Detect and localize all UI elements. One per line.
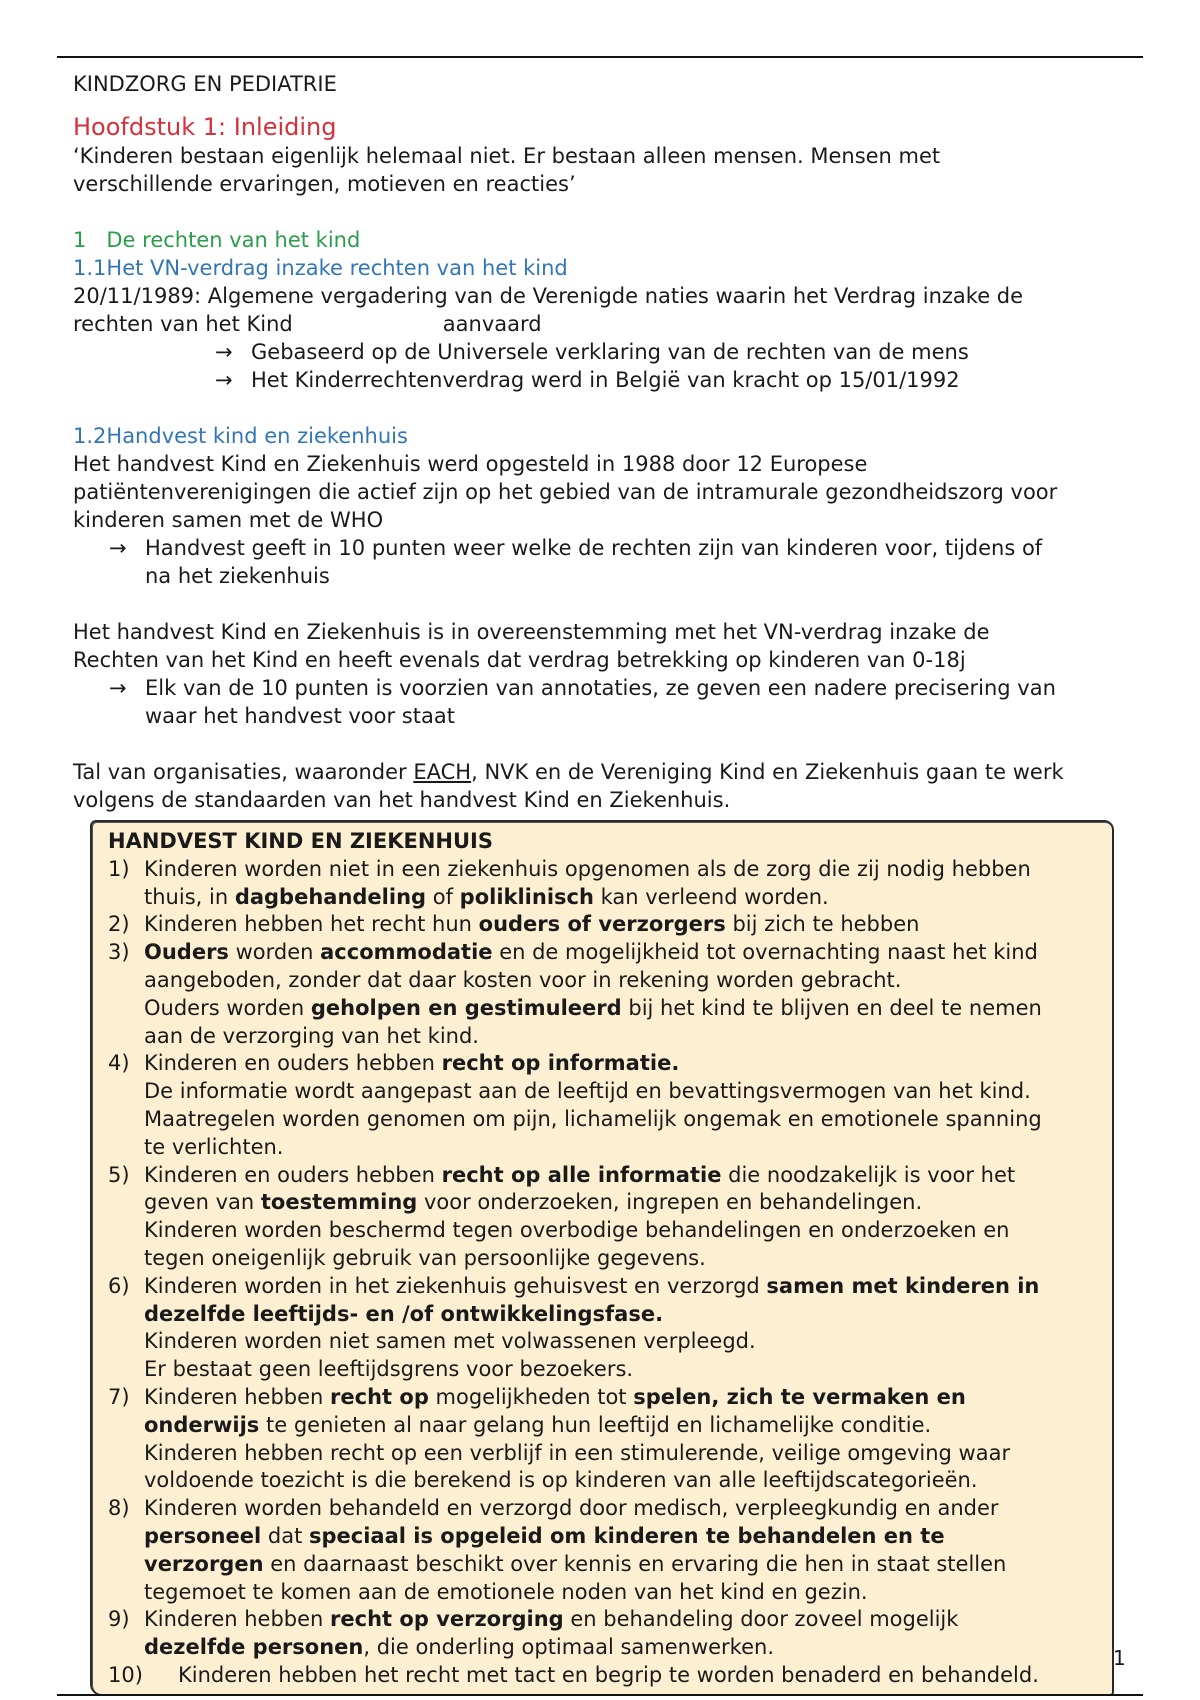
item-text: Kinderen hebben recht op mogelijkheden tot spelen, zich te vermaken en [144,1384,966,1409]
charter-item [108,1384,1098,1495]
text: aanvaard [442,312,542,336]
paragraph-line: Rechten van het Kind en heeft evenals dat verdrag betrekking op kinderen van 0-18j [73,648,966,672]
item-text: personeel dat speciaal is opgeleid om kinderen te behandelen en te [144,1523,945,1548]
charter-item [108,1162,1098,1273]
item-number: 7) [108,1384,130,1409]
item-text: te verlichten. [144,1134,284,1159]
paragraph-line: patiëntenverenigingen die actief zijn op het gebied van de intramurale gezondheidszorg voor [73,480,1058,504]
paragraph-line [73,310,1133,338]
chapter-heading: Hoofdstuk 1: Inleiding [73,113,337,141]
charter-item [108,1606,1098,1662]
item-text: aan de verzorging van het kind. [144,1023,479,1048]
quote-line: ‘Kinderen bestaan eigenlijk helemaal niet. Er bestaan alleen mensen. Mensen met [73,144,941,168]
charter-box [90,820,1114,1696]
item-number: 8) [108,1496,130,1521]
list-item [73,534,1133,590]
item-number: 3) [108,940,130,965]
item-number: 5) [108,1162,130,1187]
item-text: verzorgen en daarnaast beschikt over kennis en ervaring die hen in staat stellen [144,1551,1007,1576]
charter-item [108,1662,1098,1690]
list-item-text: Het Kinderrechtenverdrag werd in België van kracht op 15/01/1992 [251,368,960,392]
subsection-heading: 1.1Het VN-verdrag inzake rechten van het kind [73,256,568,280]
list-item [73,338,1133,366]
text: Tal van organisaties, waaronder [73,760,414,784]
item-text: Kinderen worden in het ziekenhuis gehuisvest en verzorgd samen met kinderen in [144,1273,1040,1298]
section-heading: 1 De rechten van het kind [73,228,361,252]
paragraph-line: kinderen samen met de WHO [73,508,384,532]
paragraph-line: 20/11/1989: Algemene vergadering van de Verenigde naties waarin het Verdrag inzake de [73,284,1024,308]
document-title: KINDZORG EN PEDIATRIE [73,72,337,96]
paragraph-line: Het handvest Kind en Ziekenhuis werd opgesteld in 1988 door 12 Europese [73,452,868,476]
item-number: 4) [108,1051,130,1076]
list-item-text: waar het handvest voor staat [145,704,455,728]
item-text: thuis, in dagbehandeling of poliklinisch kan verleend worden. [144,884,829,909]
text: rechten van het Kind [73,312,293,336]
each-link[interactable]: EACH [413,760,472,784]
list-item [73,674,1133,730]
charter-item [108,939,1098,1050]
item-number: 2) [108,912,130,937]
charter-item [108,911,1098,939]
quote-line: verschillende ervaringen, motieven en reacties’ [73,172,576,196]
list-item-text: na het ziekenhuis [145,564,330,588]
item-number: 10) [108,1662,143,1687]
item-text: De informatie wordt aangepast aan de leeftijd en bevattingsvermogen van het kind. [144,1079,1031,1104]
item-text: Maatregelen worden genomen om pijn, lichamelijk ongemak en emotionele spanning [144,1106,1042,1131]
item-text: dezelfde leeftijds- en /of ontwikkelingsfase. [144,1301,664,1326]
item-text: Kinderen en ouders hebben recht op informatie. [144,1051,680,1076]
paragraph-line: volgens de standaarden van het handvest Kind en Ziekenhuis. [73,788,731,812]
item-text: Kinderen worden behandeld en verzorgd door medisch, verpleegkundig en ander [144,1496,999,1521]
item-text: Kinderen hebben het recht met tact en begrip te worden benaderd en behandeld. [178,1662,1039,1687]
item-text: Ouders worden accommodatie en de mogelijkheid tot overnachting naast het kind [144,940,1038,965]
item-number: 6) [108,1273,130,1298]
arrow-icon: → [109,536,127,560]
arrow-icon: → [215,368,233,392]
page-number: 1 [1113,1646,1126,1670]
charter-item [108,1273,1098,1384]
item-text: tegemoet te komen aan de emotionele noden van het kind en gezin. [144,1579,868,1604]
list-item-text: Gebaseerd op de Universele verklaring van de rechten van de mens [251,340,969,364]
item-text: Er bestaat geen leeftijdsgrens voor bezoekers. [144,1357,634,1382]
item-text: voldoende toezicht is die berekend is op kinderen van alle leeftijdscategorieën. [144,1468,978,1493]
item-text: Kinderen hebben recht op een verblijf in een stimulerende, veilige omgeving waar [144,1440,1011,1465]
item-text: Kinderen worden niet in een ziekenhuis opgenomen als de zorg die zij nodig hebben [144,856,1031,881]
paragraph-line: Het handvest Kind en Ziekenhuis is in overeenstemming met het VN-verdrag inzake de [73,620,990,644]
subsection-heading: 1.2Handvest kind en ziekenhuis [73,424,408,448]
paragraph-line [73,758,1133,786]
list-item-text: Elk van de 10 punten is voorzien van annotaties, ze geven een nadere precisering van [145,676,1056,700]
item-text: geven van toestemming voor onderzoeken, ingrepen en behandelingen. [144,1190,923,1215]
text: , NVK en de Vereniging Kind en Ziekenhuis gaan te werk [471,760,1064,784]
charter-item [108,856,1098,912]
bottom-rule [57,1694,1143,1696]
item-text: Kinderen hebben recht op verzorging en behandeling door zoveel mogelijk [144,1607,959,1632]
item-text: onderwijs te genieten al naar gelang hun leeftijd en lichamelijke conditie. [144,1412,932,1437]
item-number: 9) [108,1607,130,1632]
arrow-icon: → [109,676,127,700]
list-item [73,366,1133,394]
item-text: Kinderen worden niet samen met volwassenen verpleegd. [144,1329,756,1354]
list-item-text: Handvest geeft in 10 punten weer welke de rechten zijn van kinderen voor, tijdens of [145,536,1043,560]
item-text: dezelfde personen, die onderling optimaal samenwerken. [144,1635,775,1660]
item-number: 1) [108,856,130,881]
item-text: Kinderen en ouders hebben recht op alle informatie die noodzakelijk is voor het [144,1162,1016,1187]
item-text: Kinderen hebben het recht hun ouders of verzorgers bij zich te hebben [144,912,920,937]
top-rule [57,56,1143,58]
charter-title: HANDVEST KIND EN ZIEKENHUIS [108,829,493,853]
item-text: Kinderen worden beschermd tegen overbodige behandelingen en onderzoeken en [144,1218,1010,1243]
item-text: Ouders worden geholpen en gestimuleerd bij het kind te blijven en deel te nemen [144,995,1042,1020]
arrow-icon: → [215,340,233,364]
item-text: aangeboden, zonder dat daar kosten voor in rekening worden gebracht. [144,967,902,992]
charter-item [108,1050,1098,1161]
document-page [73,70,1133,814]
charter-item [108,1495,1098,1606]
item-text: tegen oneigenlijk gebruik van persoonlijke gegevens. [144,1245,706,1270]
